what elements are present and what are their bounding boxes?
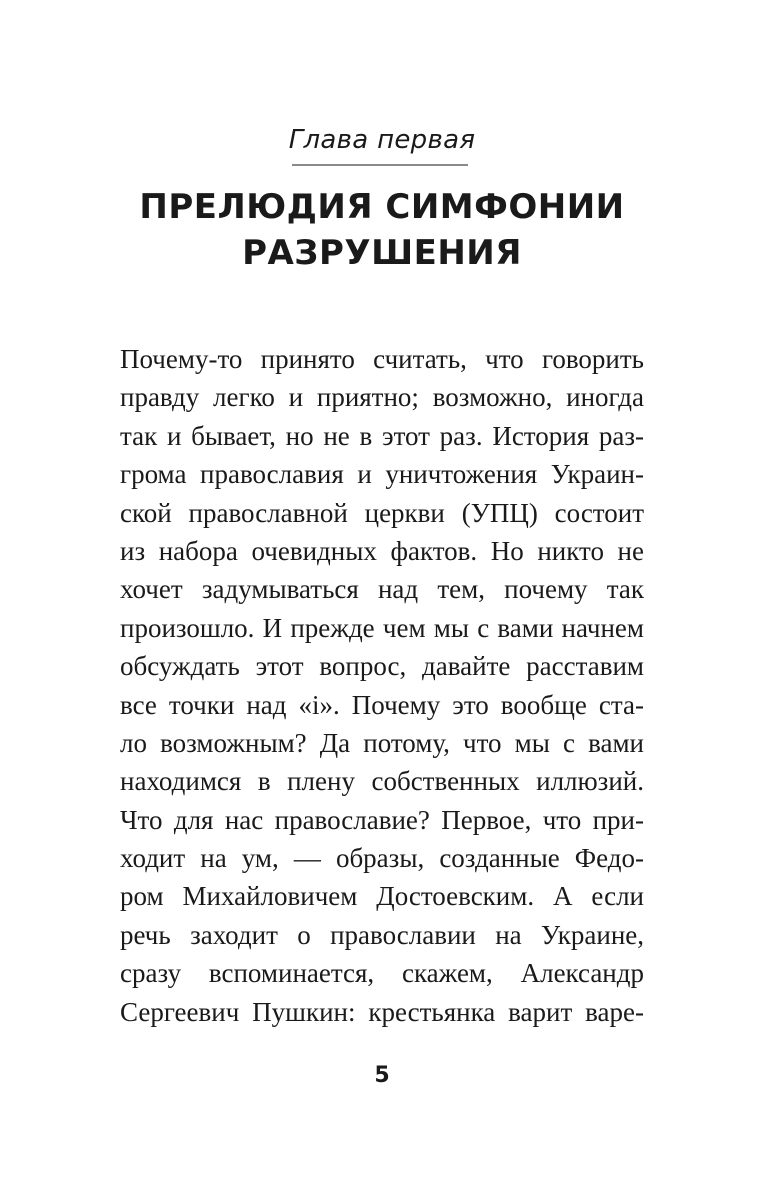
text-line: ходит на ум, — образы, созданные Федо- bbox=[120, 843, 644, 874]
chapter-title-line: РАЗРУШЕНИЯ bbox=[242, 233, 522, 273]
text-line: Почему-то принято считать, что говорить bbox=[120, 344, 644, 374]
text-line: все точки над «і». Почему это вообще ста- bbox=[120, 689, 644, 720]
text-line: Что для нас православие? Первое, что при- bbox=[120, 804, 644, 835]
text-line: хочет задумываться над тем, почему так bbox=[120, 574, 644, 605]
text-line: ло возможным? Да потому, что мы с вами bbox=[120, 727, 644, 758]
text-line: ром Михайловичем Достоевским. А если bbox=[120, 881, 644, 912]
chapter-title bbox=[0, 184, 764, 276]
text-line: ской православной церкви (УПЦ) состоит bbox=[120, 497, 644, 528]
text-line: из набора очевидных фактов. Но никто не bbox=[120, 535, 644, 566]
body-text bbox=[120, 340, 644, 1031]
chapter-label: Глава первая bbox=[288, 125, 476, 155]
chapter-rule bbox=[292, 164, 468, 166]
text-line: речь заходит о православии на Украине, bbox=[120, 919, 644, 950]
text-line: правду легко и приятно; возможно, иногда bbox=[120, 382, 644, 413]
text-line: произошло. И прежде чем мы с вами начнем bbox=[120, 612, 644, 643]
chapter-title-line: ПРЕЛЮДИЯ СИМФОНИИ bbox=[139, 187, 625, 227]
text-line: Сергеевич Пушкин: крестьянка варит варе- bbox=[120, 996, 644, 1027]
text-line: сразу вспоминается, скажем, Александр bbox=[120, 958, 644, 989]
text-line: так и бывает, но не в этот раз. История раз- bbox=[120, 420, 644, 451]
text-line: грома православия и уничтожения Украин- bbox=[120, 459, 644, 490]
text-line: находимся в плену собственных иллюзий. bbox=[120, 766, 644, 797]
text-line: обсуждать этот вопрос, давайте расставим bbox=[120, 651, 644, 682]
page-number: 5 bbox=[374, 1063, 390, 1088]
